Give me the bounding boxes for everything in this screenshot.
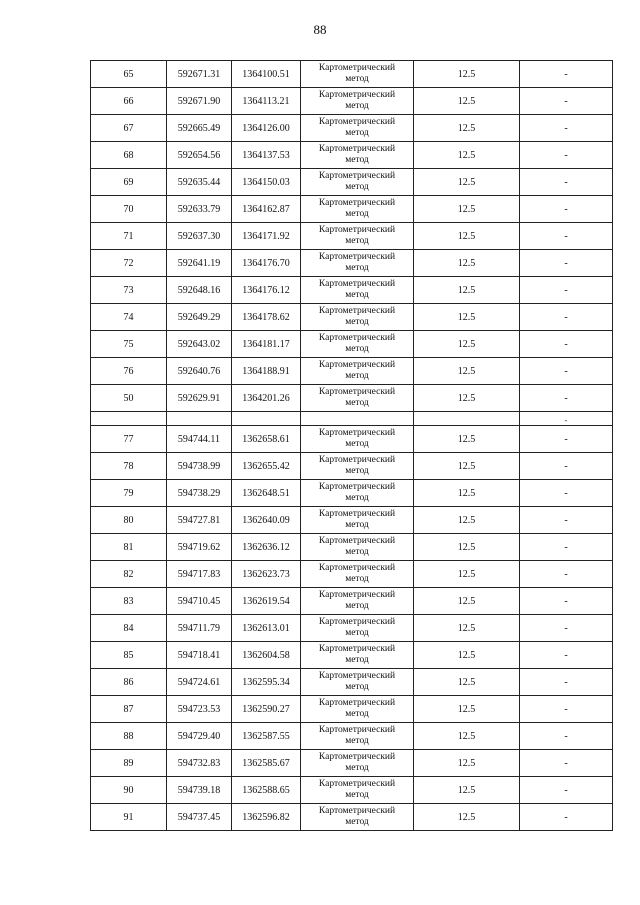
y-coordinate-cell: 1362623.73 — [232, 561, 301, 588]
table-row — [91, 588, 613, 615]
x-coordinate-cell: 594723.53 — [167, 696, 232, 723]
page-number: 88 — [313, 22, 327, 37]
accuracy-cell: 12.5 — [414, 115, 520, 142]
method-cell — [301, 385, 414, 412]
table-row — [91, 142, 613, 169]
point-number-cell: 68 — [91, 142, 167, 169]
y-coordinate-cell: 1362587.55 — [232, 723, 301, 750]
method-cell — [301, 115, 414, 142]
x-coordinate-cell: 592633.79 — [167, 196, 232, 223]
accuracy-cell: 12.5 — [414, 669, 520, 696]
table-row — [91, 507, 613, 534]
method-cell — [301, 453, 414, 480]
y-coordinate-cell: 1364178.62 — [232, 304, 301, 331]
point-number-cell: 79 — [91, 480, 167, 507]
y-coordinate-cell: 1362604.58 — [232, 642, 301, 669]
y-coordinate-cell: 1362596.82 — [232, 804, 301, 831]
method-line-2: метод — [345, 209, 369, 219]
method-line-1: Картометрический — [318, 509, 396, 519]
accuracy-cell: 12.5 — [414, 723, 520, 750]
extra-cell: - — [520, 507, 613, 534]
y-coordinate-cell: 1364201.26 — [232, 385, 301, 412]
accuracy-cell: 12.5 — [414, 61, 520, 88]
method-line-1: Картометрический — [318, 563, 396, 573]
y-coordinate-cell: 1362613.01 — [232, 615, 301, 642]
method-cell — [301, 642, 414, 669]
method-line-1: Картометрический — [318, 306, 396, 316]
point-number-cell: 80 — [91, 507, 167, 534]
method-line-2: метод — [345, 236, 369, 246]
method-line-2: метод — [345, 574, 369, 584]
extra-cell: - — [520, 277, 613, 304]
method-cell — [301, 61, 414, 88]
y-coordinate-cell: 1364150.03 — [232, 169, 301, 196]
method-line-1: Картометрический — [318, 536, 396, 546]
method-line-2: метод — [345, 628, 369, 638]
point-number-cell: 72 — [91, 250, 167, 277]
accuracy-cell: 12.5 — [414, 331, 520, 358]
method-line-2: метод — [345, 466, 369, 476]
table-row — [91, 642, 613, 669]
method-line-2: метод — [345, 439, 369, 449]
extra-cell: - — [520, 723, 613, 750]
method-line-1: Картометрический — [318, 333, 396, 343]
table-row — [91, 750, 613, 777]
method-cell — [301, 196, 414, 223]
x-coordinate-cell: 594739.18 — [167, 777, 232, 804]
method-cell — [301, 142, 414, 169]
x-coordinate-cell: 592640.76 — [167, 358, 232, 385]
y-coordinate-cell: 1362595.34 — [232, 669, 301, 696]
point-number-cell: 76 — [91, 358, 167, 385]
method-line-2: метод — [345, 682, 369, 692]
method-cell — [301, 223, 414, 250]
method-line-1: Картометрический — [318, 225, 396, 235]
point-number-cell: 66 — [91, 88, 167, 115]
x-coordinate-cell: 592629.91 — [167, 385, 232, 412]
method-line-2: метод — [345, 101, 369, 111]
point-number-cell: 71 — [91, 223, 167, 250]
method-cell — [301, 777, 414, 804]
y-coordinate-cell: 1364171.92 — [232, 223, 301, 250]
point-number-cell: 87 — [91, 696, 167, 723]
extra-cell: - — [520, 426, 613, 453]
accuracy-cell: 12.5 — [414, 196, 520, 223]
method-line-1: Картометрический — [318, 360, 396, 370]
accuracy-cell: 12.5 — [414, 696, 520, 723]
point-number-cell: 70 — [91, 196, 167, 223]
method-cell — [301, 304, 414, 331]
method-line-1: Картометрический — [318, 671, 396, 681]
x-coordinate-cell: 594717.83 — [167, 561, 232, 588]
x-coordinate-cell: 592649.29 — [167, 304, 232, 331]
table-row — [91, 61, 613, 88]
coordinates-table — [90, 60, 613, 831]
method-line-2: метод — [345, 344, 369, 354]
y-coordinate-cell: 1362619.54 — [232, 588, 301, 615]
method-line-1: Картометрический — [318, 482, 396, 492]
extra-cell: - — [520, 412, 613, 426]
accuracy-cell: 12.5 — [414, 777, 520, 804]
x-coordinate-cell: 594737.45 — [167, 804, 232, 831]
extra-cell: - — [520, 642, 613, 669]
accuracy-cell — [414, 412, 520, 426]
accuracy-cell: 12.5 — [414, 453, 520, 480]
table-row — [91, 250, 613, 277]
table-row — [91, 331, 613, 358]
method-cell — [301, 723, 414, 750]
extra-cell: - — [520, 358, 613, 385]
table-row — [91, 480, 613, 507]
x-coordinate-cell: 594718.41 — [167, 642, 232, 669]
accuracy-cell: 12.5 — [414, 426, 520, 453]
y-coordinate-cell: 1362655.42 — [232, 453, 301, 480]
method-cell — [301, 88, 414, 115]
accuracy-cell: 12.5 — [414, 223, 520, 250]
method-line-1: Картометрический — [318, 252, 396, 262]
extra-cell: - — [520, 561, 613, 588]
method-line-2: метод — [345, 493, 369, 503]
x-coordinate-cell: 594727.81 — [167, 507, 232, 534]
method-line-2: метод — [345, 547, 369, 557]
point-number-cell: 77 — [91, 426, 167, 453]
extra-cell: - — [520, 750, 613, 777]
extra-cell: - — [520, 777, 613, 804]
y-coordinate-cell: 1364113.21 — [232, 88, 301, 115]
method-line-2: метод — [345, 290, 369, 300]
y-coordinate-cell: 1364100.51 — [232, 61, 301, 88]
x-coordinate-cell: 594719.62 — [167, 534, 232, 561]
table-row — [91, 615, 613, 642]
method-line-2: метод — [345, 371, 369, 381]
method-line-2: метод — [345, 398, 369, 408]
point-number-cell: 86 — [91, 669, 167, 696]
x-coordinate-cell: 592654.56 — [167, 142, 232, 169]
accuracy-cell: 12.5 — [414, 588, 520, 615]
method-line-1: Картометрический — [318, 617, 396, 627]
method-cell — [301, 507, 414, 534]
table-row — [91, 426, 613, 453]
x-coordinate-cell: 592665.49 — [167, 115, 232, 142]
extra-cell: - — [520, 588, 613, 615]
accuracy-cell: 12.5 — [414, 642, 520, 669]
method-line-1: Картометрический — [318, 455, 396, 465]
y-coordinate-cell — [232, 412, 301, 426]
method-line-2: метод — [345, 736, 369, 746]
method-line-1: Картометрический — [318, 752, 396, 762]
table-row — [91, 385, 613, 412]
point-number-cell: 75 — [91, 331, 167, 358]
accuracy-cell: 12.5 — [414, 507, 520, 534]
y-coordinate-cell: 1364176.12 — [232, 277, 301, 304]
method-line-1: Картометрический — [318, 590, 396, 600]
extra-cell: - — [520, 480, 613, 507]
table-row — [91, 696, 613, 723]
table-row — [91, 277, 613, 304]
table-row — [91, 669, 613, 696]
table-row — [91, 723, 613, 750]
table-row — [91, 534, 613, 561]
x-coordinate-cell: 594710.45 — [167, 588, 232, 615]
method-cell — [301, 358, 414, 385]
method-line-1: Картометрический — [318, 725, 396, 735]
x-coordinate-cell: 594732.83 — [167, 750, 232, 777]
y-coordinate-cell: 1362640.09 — [232, 507, 301, 534]
method-line-1: Картометрический — [318, 806, 396, 816]
x-coordinate-cell: 594711.79 — [167, 615, 232, 642]
y-coordinate-cell: 1364188.91 — [232, 358, 301, 385]
y-coordinate-cell: 1362648.51 — [232, 480, 301, 507]
table-row — [91, 115, 613, 142]
accuracy-cell: 12.5 — [414, 358, 520, 385]
x-coordinate-cell — [167, 412, 232, 426]
method-cell — [301, 277, 414, 304]
accuracy-cell: 12.5 — [414, 169, 520, 196]
coordinates-table-body — [91, 61, 613, 831]
method-line-1: Картометрический — [318, 428, 396, 438]
y-coordinate-cell: 1364176.70 — [232, 250, 301, 277]
point-number-cell: 83 — [91, 588, 167, 615]
table-row — [91, 304, 613, 331]
point-number-cell: 65 — [91, 61, 167, 88]
accuracy-cell: 12.5 — [414, 561, 520, 588]
y-coordinate-cell: 1362588.65 — [232, 777, 301, 804]
method-line-2: метод — [345, 817, 369, 827]
y-coordinate-cell: 1362636.12 — [232, 534, 301, 561]
method-cell — [301, 412, 414, 426]
point-number-cell: 50 — [91, 385, 167, 412]
method-line-1: Картометрический — [318, 279, 396, 289]
table-row — [91, 453, 613, 480]
method-cell — [301, 696, 414, 723]
method-cell — [301, 804, 414, 831]
accuracy-cell: 12.5 — [414, 750, 520, 777]
method-line-1: Картометрический — [318, 171, 396, 181]
x-coordinate-cell: 594738.29 — [167, 480, 232, 507]
method-line-1: Картометрический — [318, 387, 396, 397]
method-line-2: метод — [345, 790, 369, 800]
x-coordinate-cell: 594729.40 — [167, 723, 232, 750]
extra-cell: - — [520, 331, 613, 358]
method-line-2: метод — [345, 520, 369, 530]
point-number-cell: 74 — [91, 304, 167, 331]
method-line-1: Картометрический — [318, 144, 396, 154]
table-row — [91, 196, 613, 223]
accuracy-cell: 12.5 — [414, 385, 520, 412]
extra-cell: - — [520, 223, 613, 250]
extra-cell: - — [520, 534, 613, 561]
accuracy-cell: 12.5 — [414, 534, 520, 561]
method-line-2: метод — [345, 182, 369, 192]
extra-cell: - — [520, 88, 613, 115]
point-number-cell: 89 — [91, 750, 167, 777]
x-coordinate-cell: 592648.16 — [167, 277, 232, 304]
method-line-1: Картометрический — [318, 90, 396, 100]
method-cell — [301, 426, 414, 453]
method-line-1: Картометрический — [318, 198, 396, 208]
method-line-2: метод — [345, 155, 369, 165]
x-coordinate-cell: 592637.30 — [167, 223, 232, 250]
accuracy-cell: 12.5 — [414, 277, 520, 304]
point-number-cell: 69 — [91, 169, 167, 196]
extra-cell: - — [520, 250, 613, 277]
extra-cell: - — [520, 453, 613, 480]
method-cell — [301, 588, 414, 615]
extra-cell: - — [520, 304, 613, 331]
y-coordinate-cell: 1362585.67 — [232, 750, 301, 777]
table-separator-row — [91, 412, 613, 426]
method-cell — [301, 480, 414, 507]
table-row — [91, 804, 613, 831]
method-cell — [301, 615, 414, 642]
accuracy-cell: 12.5 — [414, 142, 520, 169]
y-coordinate-cell: 1362590.27 — [232, 696, 301, 723]
x-coordinate-cell: 592641.19 — [167, 250, 232, 277]
accuracy-cell: 12.5 — [414, 88, 520, 115]
point-number-cell: 67 — [91, 115, 167, 142]
method-cell — [301, 331, 414, 358]
extra-cell: - — [520, 196, 613, 223]
method-line-2: метод — [345, 655, 369, 665]
y-coordinate-cell: 1364162.87 — [232, 196, 301, 223]
method-line-1: Картометрический — [318, 117, 396, 127]
x-coordinate-cell: 592643.02 — [167, 331, 232, 358]
table-row — [91, 358, 613, 385]
extra-cell: - — [520, 696, 613, 723]
y-coordinate-cell: 1364137.53 — [232, 142, 301, 169]
method-line-2: метод — [345, 763, 369, 773]
point-number-cell: 78 — [91, 453, 167, 480]
point-number-cell: 82 — [91, 561, 167, 588]
x-coordinate-cell: 592671.31 — [167, 61, 232, 88]
method-line-2: метод — [345, 263, 369, 273]
point-number-cell: 88 — [91, 723, 167, 750]
point-number-cell: 91 — [91, 804, 167, 831]
method-cell — [301, 669, 414, 696]
point-number-cell: 84 — [91, 615, 167, 642]
point-number-cell: 85 — [91, 642, 167, 669]
table-row — [91, 223, 613, 250]
y-coordinate-cell: 1364181.17 — [232, 331, 301, 358]
extra-cell: - — [520, 615, 613, 642]
extra-cell: - — [520, 115, 613, 142]
extra-cell: - — [520, 169, 613, 196]
table-row — [91, 169, 613, 196]
point-number-cell: 90 — [91, 777, 167, 804]
table-row — [91, 88, 613, 115]
method-line-1: Картометрический — [318, 644, 396, 654]
method-line-1: Картометрический — [318, 698, 396, 708]
extra-cell: - — [520, 804, 613, 831]
point-number-cell — [91, 412, 167, 426]
method-cell — [301, 750, 414, 777]
accuracy-cell: 12.5 — [414, 804, 520, 831]
method-cell — [301, 534, 414, 561]
extra-cell: - — [520, 385, 613, 412]
method-line-2: метод — [345, 601, 369, 611]
table-row — [91, 561, 613, 588]
point-number-cell: 81 — [91, 534, 167, 561]
table-row — [91, 777, 613, 804]
accuracy-cell: 12.5 — [414, 250, 520, 277]
x-coordinate-cell: 592671.90 — [167, 88, 232, 115]
accuracy-cell: 12.5 — [414, 615, 520, 642]
method-line-2: метод — [345, 74, 369, 84]
method-line-1: Картометрический — [318, 63, 396, 73]
accuracy-cell: 12.5 — [414, 304, 520, 331]
method-cell — [301, 250, 414, 277]
x-coordinate-cell: 594724.61 — [167, 669, 232, 696]
y-coordinate-cell: 1362658.61 — [232, 426, 301, 453]
accuracy-cell: 12.5 — [414, 480, 520, 507]
method-line-2: метод — [345, 128, 369, 138]
point-number-cell: 73 — [91, 277, 167, 304]
method-cell — [301, 561, 414, 588]
method-line-2: метод — [345, 317, 369, 327]
method-cell — [301, 169, 414, 196]
extra-cell: - — [520, 669, 613, 696]
extra-cell: - — [520, 142, 613, 169]
x-coordinate-cell: 594744.11 — [167, 426, 232, 453]
method-line-1: Картометрический — [318, 779, 396, 789]
y-coordinate-cell: 1364126.00 — [232, 115, 301, 142]
x-coordinate-cell: 592635.44 — [167, 169, 232, 196]
x-coordinate-cell: 594738.99 — [167, 453, 232, 480]
extra-cell: - — [520, 61, 613, 88]
method-line-2: метод — [345, 709, 369, 719]
